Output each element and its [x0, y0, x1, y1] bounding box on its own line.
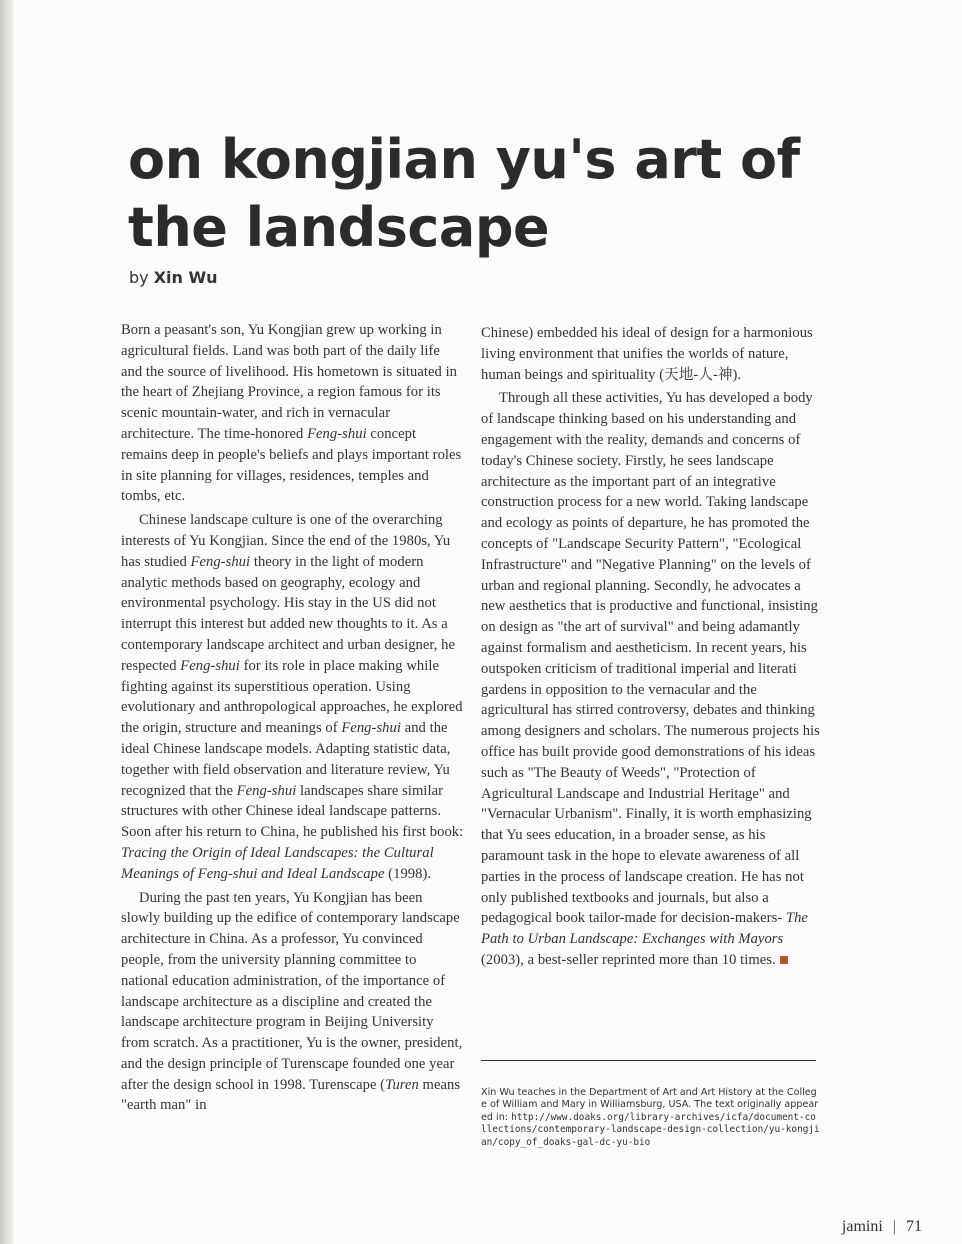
footnote-text: Xin Wu teaches in the Department of Art and Art History at the College of William and Mary in Williamsburg, USA. The text originally appeared in:: [481, 1087, 819, 1123]
right-column: [481, 323, 822, 971]
italic-term: Feng-shui: [341, 720, 401, 737]
paragraph-2: [121, 510, 464, 884]
author-name: Xin Wu: [153, 268, 218, 287]
text-run: landscapes share similar structures with other Chinese ideal landscape patterns. Soon after his return to China, he published his first book:: [121, 782, 464, 841]
paragraph-4: [481, 388, 822, 970]
text-run: concept remains deep in people's beliefs and plays important roles in site planning for villages, residences, temples and tombs, etc.: [121, 425, 462, 505]
article-title: on kongjian yu's art of the landscape: [128, 128, 800, 259]
text-run: Born a peasant's son, Yu Kongjian grew up working in agricultural fields. Land was both part of the daily life and the source of livelihood. His hometown is situated in the heart of Zhejiang Province, a region famous for its scenic mountain-water, and rich in vernacular architecture. The time-honored: [121, 322, 458, 442]
page-number: 71: [906, 1218, 922, 1235]
binding-shadow: [0, 0, 14, 1244]
text-run: (2003), a best-seller reprinted more than 10 times.: [481, 951, 776, 968]
byline: [129, 268, 218, 287]
footnote-divider: [481, 1060, 816, 1061]
paragraph-1: [121, 320, 464, 507]
end-of-article-mark: [780, 956, 788, 964]
author-footnote: [481, 1087, 821, 1149]
text-run: theory in the light of modern analytic methods based on geography, ecology and environmental psychology. His stay in the US did not interrupt this interest but added new thoughts to it. As a contemporary landscape architect and urban designer, he respected: [121, 553, 456, 674]
italic-term: Turen: [385, 1076, 419, 1093]
text-run: means "earth man" in: [121, 1076, 461, 1114]
italic-term: Feng-shui: [307, 425, 367, 442]
text-run: Chinese landscape culture is one of the overarching interests of Yu Kongjian. Since the end of the 1980s, Yu has studied: [121, 512, 451, 570]
source-url: http://www.doaks.org/library-archives/icfa/document-collections/contemporary-landscape-design-collection/yu-kongjian/copy_of_doaks-gal-dc-yu-bio: [481, 1111, 820, 1148]
page-folio: [842, 1218, 922, 1236]
text-run: (1998).: [384, 865, 432, 882]
book-title: Tracing the Origin of Ideal Landscapes: the Cultural Meanings of Feng-shui and Ideal Landscape: [121, 844, 434, 882]
italic-term: Feng-shui: [180, 657, 240, 674]
paragraph-continued: Chinese) embedded his ideal of design for a harmonious living environment that unifies the worlds of nature, human beings and spirituality (天地-人-神).: [481, 325, 813, 383]
byline-prefix: by: [129, 268, 149, 287]
italic-term: Feng-shui: [190, 553, 251, 570]
text-run: During the past ten years, Yu Kongjian has been slowly building up the edifice of contemporary landscape architecture in China. As a professor, Yu convinced people, from the university planning committee to national education administration, of the importance of landscape architecture as a discipline and created the landscape architecture program in Beijing University from scratch. As a practitioner, Yu is the owner, president, and the design principle of Turenscape founded one year after the design school in 1998. Turenscape (: [121, 889, 463, 1093]
text-run: for its role in place making while fighting against its superstitious operation. Using evolutionary and anthropological approaches, he explored the origin, structure and meanings of: [121, 657, 463, 737]
left-column: [121, 320, 464, 1116]
publication-name: jamini: [841, 1218, 883, 1235]
book-title: The Path to Urban Landscape: Exchanges with Mayors: [481, 910, 808, 948]
text-run: and the ideal Chinese landscape models. Adapting statistic data, together with field observation and literature review, Yu recognized that the: [121, 720, 451, 799]
folio-separator: |: [892, 1218, 896, 1235]
italic-term: Feng-shui: [236, 782, 297, 799]
text-run: Through all these activities, Yu has developed a body of landscape thinking based on his understanding and engagement with the reality, demands and concerns of today's Chinese society. Firstly, he sees landscape architecture as the important part of an integrative construction process for a new world. Taking landscape and ecology as points of departure, he has promoted the concepts of "Landscape Security Pattern", "Ecological Infrastructure" and "Negative Planning" on the levels of urban and regional planning. Secondly, he advocates a new aesthetics that is productive and functional, insisting on design as "the art of survival" and being adamantly against formalism and aestheticism. In recent years, his outspoken criticism of traditional imperial and literati gardens in opposition to the vernacular and the agricultural has stirred controversy, debates and thinking among designers and scholars. The numerous projects his office has built provide good demonstrations of his ideas such as "The Beauty of Weeds", "Protection of Agricultural Landscape and Industrial Heritage" and "Vernacular Urbanism". Finally, it is worth emphasizing that Yu sees education, in a broader sense, as his paramount task in the hope to elevate awareness of all parties in the process of landscape creation. He has not only published textbooks and journals, but also a pedagogical book tailor-made for decision-makers-: [481, 390, 820, 927]
paragraph-3: [121, 888, 464, 1117]
